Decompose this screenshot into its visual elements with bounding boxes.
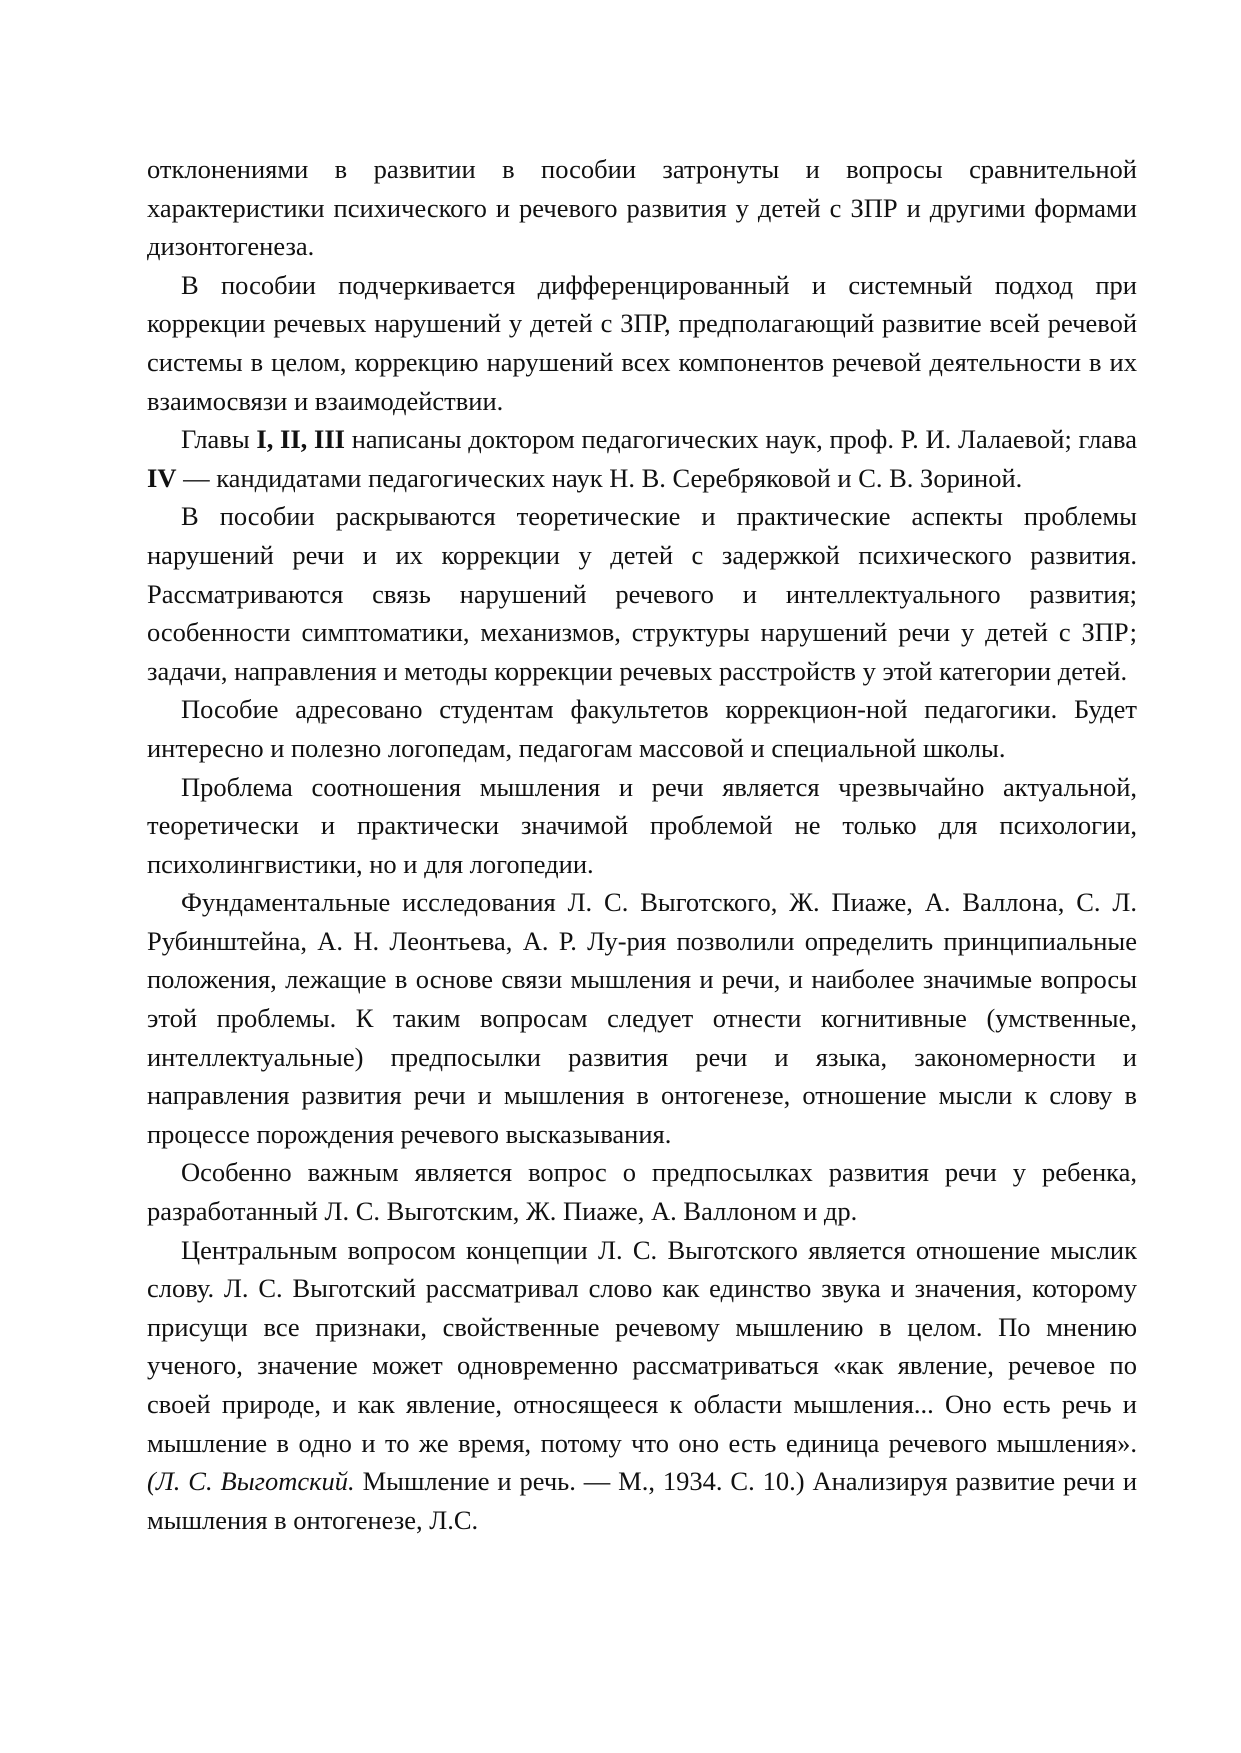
- authors-text-c: написаны доктором педагогических наук, проф. Р. И. Лалаевой; глава: [344, 424, 1137, 455]
- authors-chapters-roman: I, II, III: [256, 424, 345, 455]
- vygotsky-text-a: Центральным вопросом концепции Л. С. Выготского является отношение мыслик слову. Л. С. Выготский рассматривал слово как единство звука и значения, которому присущи все признаки, свойственные речевому мышлению в целом. По мнению ученого, значение может одновременно рассматриваться «как явление, речевое по своей природе, и как явление, относящееся к области мышления... Оно есть речь и мышление в одно и то же время, потому что оно есть единица речевого мышления».: [147, 1234, 1137, 1458]
- paragraph-prerequisites: Особенно важным является вопрос о предпосылках развития речи у ребенка, разработанный Л. С. Выготским, Ж. Пиаже, А. Валлоном и др.: [147, 1157, 1137, 1227]
- paragraph-aspects: В пособии раскрываются теоретические и практические аспекты проблемы нарушений речи и их коррекции у детей с задержкой психического развития. Рассматриваются связь нарушений речевого и интеллектуального развития; особенности симптоматики, механизмов, структуры нарушений речи у детей с ЗПР; задачи, направления и методы коррекции речевых расстройств у этой категории детей.: [147, 501, 1137, 686]
- vygotsky-citation-author: (Л. С. Выготский.: [147, 1466, 355, 1497]
- paragraph-continuation: отклонениями в развитии в пособии затронуты и вопросы сравнительной характеристики психического и речевого развития у детей с ЗПР и другими формами дизонтогенеза.: [147, 154, 1137, 262]
- document-page: [147, 150, 1137, 1539]
- authors-text-e: — кандидатами педагогических наук Н. В. Серебряковой и С. В. Зориной.: [176, 462, 1023, 493]
- paragraph-problem: Проблема соотношения мышления и речи является чрезвычайно актуальной, теоретически и практически значимой проблемой не только для психологии, психолингвистики, но и для логопедии.: [147, 771, 1137, 879]
- authors-chapter-iv: IV: [147, 462, 177, 493]
- paragraph-research: Фундаментальные исследования Л. С. Выготского, Ж. Пиаже, А. Валлона, С. Л. Рубинштейна, А. Н. Леонтьева, А. Р. Лу-рия позволили определить принципиальные положения, лежащие в основе связи мышления и речи, и наиболее значимые вопросы этой проблемы. К таким вопросам следует отнести когнитивные (умственные, интеллектуальные) предпосылки развития речи и языка, закономерности и направления развития речи и мышления в онтогенезе, отношение мысли к слову в процессе порождения речевого высказывания.: [147, 887, 1137, 1149]
- vygotsky-text-c: Мышление и речь. — М., 1934. С. 10.) Анализируя развитие речи и мышления в онтогенезе, Л.С.: [147, 1466, 1138, 1535]
- paragraph-authors: [147, 420, 1137, 497]
- paragraph-vygotsky: [147, 1231, 1137, 1540]
- paragraph-audience: Пособие адресовано студентам факультетов коррекцион-ной педагогики. Будет интересно и полезно логопедам, педагогам массовой и специальной школы.: [147, 694, 1137, 763]
- authors-text-a: Главы: [181, 424, 257, 455]
- paragraph-approach: В пособии подчеркивается дифференцированный и системный подход при коррекции речевых нарушений у детей с ЗПР, предполагающий развитие всей речевой системы в целом, коррекцию нарушений всех компонентов речевой деятельности в их взаимосвязи и взаимодействии.: [147, 269, 1137, 416]
